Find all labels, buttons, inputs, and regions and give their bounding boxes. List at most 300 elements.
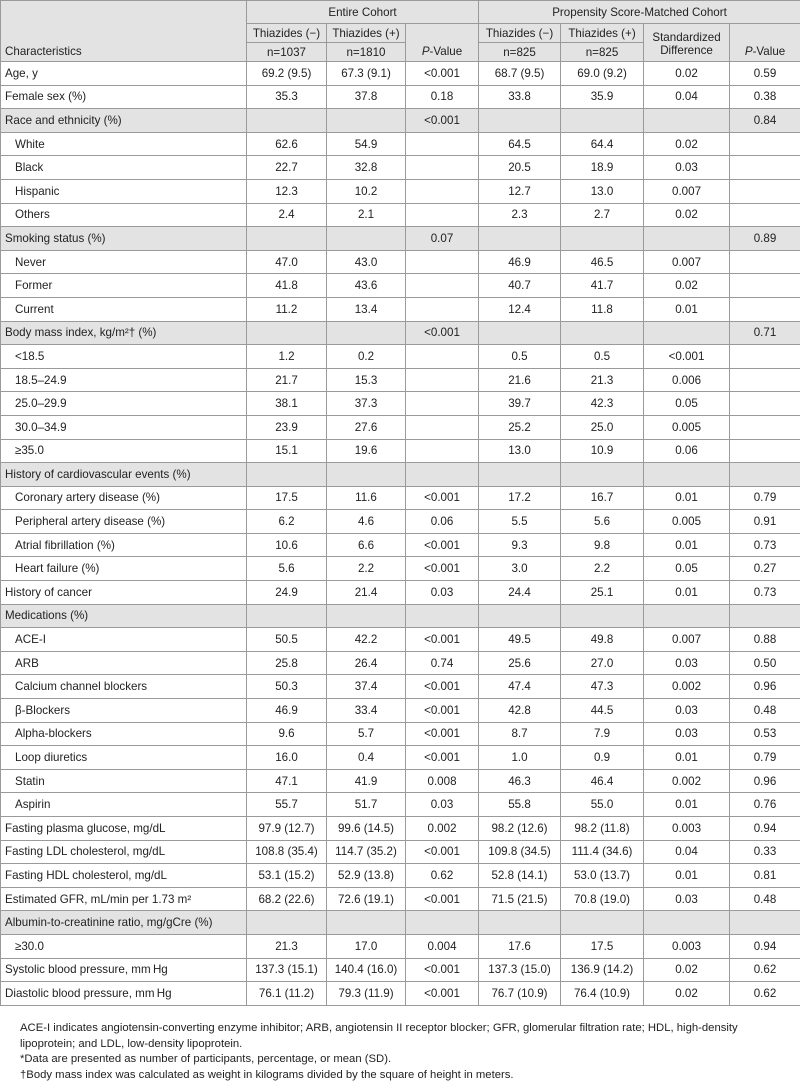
entire-p-value-cell: [406, 297, 479, 321]
matched-thiazides-pos-cell: 64.4: [561, 132, 644, 156]
row-label: Aspirin: [1, 793, 247, 817]
table-row: [1, 297, 800, 321]
entire-p-value-cell: <0.001: [406, 486, 479, 510]
table-row: [1, 817, 800, 841]
entire-thiazides-pos-cell: 32.8: [327, 156, 406, 180]
entire-thiazides-pos-cell: 52.9 (13.8): [327, 864, 406, 888]
matched-thiazides-pos-cell: 42.3: [561, 392, 644, 416]
entire-p-value-cell: [406, 274, 479, 298]
table-row: [1, 62, 800, 86]
matched-thiazides-pos-cell: 44.5: [561, 699, 644, 723]
row-label: History of cancer: [1, 581, 247, 605]
entire-thiazides-neg-cell: 10.6: [247, 533, 327, 557]
matched-p-value-cell: [730, 911, 800, 935]
matched-p-value-cell: [730, 439, 800, 463]
row-label: Never: [1, 250, 247, 274]
matched-thiazides-neg-cell: 55.8: [479, 793, 561, 817]
matched-thiazides-neg-cell: 1.0: [479, 746, 561, 770]
std-diff-cell: 0.02: [644, 203, 730, 227]
entire-p-value-cell: [406, 415, 479, 439]
matched-thiazides-pos-cell: 55.0: [561, 793, 644, 817]
std-diff-cell: 0.05: [644, 557, 730, 581]
row-label: Heart failure (%): [1, 557, 247, 581]
matched-thiazides-neg-cell: 17.6: [479, 934, 561, 958]
entire-thiazides-pos-cell: 37.4: [327, 675, 406, 699]
std-diff-cell: 0.06: [644, 439, 730, 463]
entire-p-value-cell: [406, 463, 479, 487]
table-row: [1, 769, 800, 793]
std-diff-cell: 0.04: [644, 85, 730, 109]
entire-thiazides-neg-cell: 22.7: [247, 156, 327, 180]
matched-p-value-cell: [730, 250, 800, 274]
table-row: [1, 651, 800, 675]
row-label: Medications (%): [1, 604, 247, 628]
entire-thiazides-pos-cell: 41.9: [327, 769, 406, 793]
entire-thiazides-pos-cell: 114.7 (35.2): [327, 840, 406, 864]
entire-thiazides-pos-cell: 26.4: [327, 651, 406, 675]
entire-p-value-cell: <0.001: [406, 958, 479, 982]
entire-thiazides-neg-cell: [247, 109, 327, 133]
entire-thiazides-neg-cell: 62.6: [247, 132, 327, 156]
entire-thiazides-pos-cell: 2.2: [327, 557, 406, 581]
row-label: Diastolic blood pressure, mm Hg: [1, 982, 247, 1006]
entire-thiazides-neg-cell: 1.2: [247, 345, 327, 369]
row-label: Loop diuretics: [1, 746, 247, 770]
entire-p-value-header: P-Value: [406, 24, 479, 62]
table-row: [1, 675, 800, 699]
entire-p-value-cell: 0.008: [406, 769, 479, 793]
entire-thiazides-neg-cell: 47.1: [247, 769, 327, 793]
entire-thiazides-pos-cell: 37.8: [327, 85, 406, 109]
entire-thiazides-neg-cell: 108.8 (35.4): [247, 840, 327, 864]
matched-p-value-cell: 0.91: [730, 510, 800, 534]
entire-thiazides-neg-cell: 50.5: [247, 628, 327, 652]
matched-thiazides-neg-cell: 25.2: [479, 415, 561, 439]
entire-thiazides-neg-cell: 25.8: [247, 651, 327, 675]
table-row: [1, 581, 800, 605]
entire-p-value-cell: <0.001: [406, 533, 479, 557]
table-row: [1, 392, 800, 416]
table-row: [1, 722, 800, 746]
matched-p-value-cell: [730, 297, 800, 321]
table-row: [1, 486, 800, 510]
row-label: White: [1, 132, 247, 156]
entire-thiazides-pos-cell: 11.6: [327, 486, 406, 510]
matched-p-value-cell: [730, 274, 800, 298]
entire-thiazides-neg-cell: [247, 227, 327, 251]
std-diff-cell: <0.001: [644, 345, 730, 369]
table-row: [1, 628, 800, 652]
matched-thiazides-neg-cell: 17.2: [479, 486, 561, 510]
matched-cohort-header: Propensity Score-Matched Cohort: [479, 1, 800, 24]
row-label: Estimated GFR, mL/min per 1.73 m²: [1, 887, 247, 911]
table-header: [1, 1, 800, 62]
std-diff-cell: 0.01: [644, 864, 730, 888]
matched-thiazides-pos-cell: 49.8: [561, 628, 644, 652]
matched-thiazides-neg-cell: 47.4: [479, 675, 561, 699]
table-row: [1, 746, 800, 770]
row-label: Peripheral artery disease (%): [1, 510, 247, 534]
matched-thiazides-pos-cell: 17.5: [561, 934, 644, 958]
matched-thiazides-neg-header: Thiazides (−): [479, 24, 561, 43]
entire-p-value-cell: <0.001: [406, 746, 479, 770]
std-diff-cell: 0.03: [644, 887, 730, 911]
section-row: [1, 604, 800, 628]
entire-thiazides-pos-cell: 5.7: [327, 722, 406, 746]
entire-thiazides-neg-cell: 35.3: [247, 85, 327, 109]
std-diff-cell: 0.003: [644, 934, 730, 958]
entire-p-value-cell: [406, 911, 479, 935]
entire-p-value-cell: [406, 439, 479, 463]
row-label: Smoking status (%): [1, 227, 247, 251]
matched-p-value-cell: 0.48: [730, 699, 800, 723]
row-label: Coronary artery disease (%): [1, 486, 247, 510]
matched-p-value-cell: 0.38: [730, 85, 800, 109]
table-row: [1, 274, 800, 298]
matched-thiazides-neg-cell: 46.9: [479, 250, 561, 274]
matched-p-value-cell: 0.62: [730, 958, 800, 982]
matched-thiazides-pos-cell: 5.6: [561, 510, 644, 534]
std-diff-header: Standardized Difference: [644, 24, 730, 62]
entire-p-value-cell: [406, 250, 479, 274]
entire-cohort-header: Entire Cohort: [247, 1, 479, 24]
row-label: Black: [1, 156, 247, 180]
entire-p-value-cell: <0.001: [406, 840, 479, 864]
std-diff-cell: [644, 321, 730, 345]
entire-thiazides-pos-cell: 15.3: [327, 368, 406, 392]
matched-thiazides-neg-cell: 24.4: [479, 581, 561, 605]
matched-thiazides-neg-cell: [479, 604, 561, 628]
matched-thiazides-pos-cell: 13.0: [561, 179, 644, 203]
matched-thiazides-neg-cell: 49.5: [479, 628, 561, 652]
matched-thiazides-pos-cell: 9.8: [561, 533, 644, 557]
entire-thiazides-pos-cell: [327, 109, 406, 133]
std-diff-cell: 0.006: [644, 368, 730, 392]
entire-thiazides-neg-header: Thiazides (−): [247, 24, 327, 43]
matched-p-value-cell: 0.48: [730, 887, 800, 911]
matched-p-value-cell: 0.96: [730, 675, 800, 699]
row-label: Atrial fibrillation (%): [1, 533, 247, 557]
std-diff-cell: 0.04: [644, 840, 730, 864]
matched-thiazides-neg-cell: 25.6: [479, 651, 561, 675]
entire-thiazides-pos-cell: [327, 463, 406, 487]
matched-p-value-cell: [730, 368, 800, 392]
entire-thiazides-pos-cell: 4.6: [327, 510, 406, 534]
entire-thiazides-neg-cell: 23.9: [247, 415, 327, 439]
entire-thiazides-neg-cell: 17.5: [247, 486, 327, 510]
matched-n-neg: n=825: [479, 43, 561, 62]
matched-thiazides-pos-cell: 2.2: [561, 557, 644, 581]
table-row: [1, 250, 800, 274]
row-label: ACE-I: [1, 628, 247, 652]
matched-thiazides-pos-cell: 25.0: [561, 415, 644, 439]
matched-thiazides-pos-cell: 0.9: [561, 746, 644, 770]
entire-p-value-cell: <0.001: [406, 722, 479, 746]
entire-p-value-cell: 0.18: [406, 85, 479, 109]
table-row: [1, 510, 800, 534]
row-label: 30.0–34.9: [1, 415, 247, 439]
matched-thiazides-pos-header: Thiazides (+): [561, 24, 644, 43]
matched-thiazides-neg-cell: 12.7: [479, 179, 561, 203]
section-row: [1, 911, 800, 935]
matched-thiazides-neg-cell: 33.8: [479, 85, 561, 109]
entire-p-value-cell: 0.74: [406, 651, 479, 675]
section-row: [1, 227, 800, 251]
entire-thiazides-neg-cell: 47.0: [247, 250, 327, 274]
entire-thiazides-pos-cell: 67.3 (9.1): [327, 62, 406, 86]
matched-thiazides-neg-cell: 71.5 (21.5): [479, 887, 561, 911]
matched-thiazides-pos-cell: 76.4 (10.9): [561, 982, 644, 1006]
entire-thiazides-pos-cell: 19.6: [327, 439, 406, 463]
matched-thiazides-pos-cell: 98.2 (11.8): [561, 817, 644, 841]
entire-thiazides-pos-cell: 21.4: [327, 581, 406, 605]
row-label: Alpha-blockers: [1, 722, 247, 746]
matched-thiazides-pos-cell: 11.8: [561, 297, 644, 321]
footnote-dagger: †Body mass index was calculated as weight in kilograms divided by the square of height in meters.: [20, 1068, 514, 1081]
matched-thiazides-neg-cell: 0.5: [479, 345, 561, 369]
row-label: Female sex (%): [1, 85, 247, 109]
table-row: [1, 156, 800, 180]
entire-p-value-cell: [406, 345, 479, 369]
matched-p-value-cell: [730, 132, 800, 156]
characteristics-header: Characteristics: [1, 1, 247, 62]
entire-thiazides-neg-cell: 55.7: [247, 793, 327, 817]
table-row: [1, 840, 800, 864]
std-diff-cell: 0.007: [644, 179, 730, 203]
entire-thiazides-pos-cell: 42.2: [327, 628, 406, 652]
entire-thiazides-neg-cell: 9.6: [247, 722, 327, 746]
table-row: [1, 439, 800, 463]
std-diff-cell: 0.02: [644, 132, 730, 156]
std-diff-cell: 0.03: [644, 651, 730, 675]
entire-p-value-cell: 0.004: [406, 934, 479, 958]
std-diff-cell: 0.03: [644, 699, 730, 723]
matched-thiazides-neg-cell: 52.8 (14.1): [479, 864, 561, 888]
matched-thiazides-pos-cell: 18.9: [561, 156, 644, 180]
matched-thiazides-pos-cell: 7.9: [561, 722, 644, 746]
entire-p-value-cell: <0.001: [406, 321, 479, 345]
table-row: [1, 132, 800, 156]
entire-thiazides-neg-cell: 5.6: [247, 557, 327, 581]
std-diff-cell: 0.05: [644, 392, 730, 416]
entire-thiazides-neg-cell: 97.9 (12.7): [247, 817, 327, 841]
table-row: [1, 982, 800, 1006]
std-diff-cell: 0.005: [644, 415, 730, 439]
std-diff-cell: [644, 463, 730, 487]
matched-thiazides-pos-cell: 16.7: [561, 486, 644, 510]
entire-thiazides-neg-cell: 38.1: [247, 392, 327, 416]
entire-p-value-cell: 0.07: [406, 227, 479, 251]
matched-thiazides-pos-cell: [561, 911, 644, 935]
matched-thiazides-pos-cell: 35.9: [561, 85, 644, 109]
section-row: [1, 321, 800, 345]
std-diff-cell: 0.03: [644, 156, 730, 180]
std-diff-cell: [644, 911, 730, 935]
table-row: [1, 557, 800, 581]
entire-p-value-cell: [406, 604, 479, 628]
entire-thiazides-neg-cell: 11.2: [247, 297, 327, 321]
entire-thiazides-neg-cell: 50.3: [247, 675, 327, 699]
entire-thiazides-pos-cell: 0.2: [327, 345, 406, 369]
matched-thiazides-neg-cell: 9.3: [479, 533, 561, 557]
matched-p-value-cell: 0.53: [730, 722, 800, 746]
matched-thiazides-neg-cell: 2.3: [479, 203, 561, 227]
matched-thiazides-neg-cell: 40.7: [479, 274, 561, 298]
std-diff-cell: 0.02: [644, 62, 730, 86]
entire-thiazides-neg-cell: 16.0: [247, 746, 327, 770]
table-row: [1, 864, 800, 888]
entire-p-value-cell: 0.03: [406, 793, 479, 817]
entire-thiazides-pos-cell: 37.3: [327, 392, 406, 416]
row-label: β-Blockers: [1, 699, 247, 723]
matched-thiazides-pos-cell: 2.7: [561, 203, 644, 227]
matched-thiazides-pos-cell: [561, 321, 644, 345]
matched-thiazides-pos-cell: 47.3: [561, 675, 644, 699]
matched-thiazides-pos-cell: 111.4 (34.6): [561, 840, 644, 864]
entire-thiazides-pos-cell: 79.3 (11.9): [327, 982, 406, 1006]
matched-thiazides-neg-cell: 5.5: [479, 510, 561, 534]
matched-thiazides-pos-cell: [561, 463, 644, 487]
row-label: Fasting plasma glucose, mg/dL: [1, 817, 247, 841]
matched-thiazides-neg-cell: 137.3 (15.0): [479, 958, 561, 982]
table-row: [1, 415, 800, 439]
matched-n-pos: n=825: [561, 43, 644, 62]
matched-p-value-cell: 0.62: [730, 982, 800, 1006]
std-diff-cell: 0.007: [644, 250, 730, 274]
matched-p-value-cell: 0.96: [730, 769, 800, 793]
matched-p-value-cell: [730, 156, 800, 180]
matched-p-value-cell: 0.73: [730, 533, 800, 557]
std-diff-cell: [644, 227, 730, 251]
matched-thiazides-pos-cell: 10.9: [561, 439, 644, 463]
std-diff-cell: 0.02: [644, 274, 730, 298]
matched-thiazides-pos-cell: 46.5: [561, 250, 644, 274]
matched-thiazides-pos-cell: 70.8 (19.0): [561, 887, 644, 911]
entire-thiazides-neg-cell: 76.1 (11.2): [247, 982, 327, 1006]
table-row: [1, 699, 800, 723]
section-row: [1, 109, 800, 133]
std-diff-cell: 0.02: [644, 982, 730, 1006]
matched-thiazides-neg-cell: [479, 109, 561, 133]
std-diff-cell: 0.02: [644, 958, 730, 982]
footnote-star: *Data are presented as number of participants, percentage, or mean (SD).: [20, 1053, 392, 1065]
entire-thiazides-pos-cell: 6.6: [327, 533, 406, 557]
matched-p-value-cell: [730, 604, 800, 628]
std-diff-cell: 0.002: [644, 675, 730, 699]
entire-p-value-cell: 0.06: [406, 510, 479, 534]
std-diff-cell: 0.003: [644, 817, 730, 841]
entire-thiazides-neg-cell: 69.2 (9.5): [247, 62, 327, 86]
row-label: Race and ethnicity (%): [1, 109, 247, 133]
row-label: 25.0–29.9: [1, 392, 247, 416]
matched-thiazides-pos-cell: 0.5: [561, 345, 644, 369]
entire-thiazides-neg-cell: 21.7: [247, 368, 327, 392]
matched-thiazides-neg-cell: [479, 911, 561, 935]
matched-p-value-cell: 0.33: [730, 840, 800, 864]
matched-thiazides-pos-cell: 69.0 (9.2): [561, 62, 644, 86]
matched-thiazides-neg-cell: 64.5: [479, 132, 561, 156]
std-diff-cell: 0.01: [644, 533, 730, 557]
entire-p-value-cell: <0.001: [406, 675, 479, 699]
row-label: Calcium channel blockers: [1, 675, 247, 699]
entire-thiazides-pos-cell: 27.6: [327, 415, 406, 439]
table-row: [1, 85, 800, 109]
matched-p-value-cell: 0.94: [730, 817, 800, 841]
matched-thiazides-neg-cell: [479, 463, 561, 487]
row-label: <18.5: [1, 345, 247, 369]
entire-thiazides-neg-cell: 68.2 (22.6): [247, 887, 327, 911]
std-diff-cell: 0.01: [644, 746, 730, 770]
entire-thiazides-pos-cell: 72.6 (19.1): [327, 887, 406, 911]
matched-thiazides-pos-cell: 53.0 (13.7): [561, 864, 644, 888]
matched-thiazides-neg-cell: 20.5: [479, 156, 561, 180]
entire-thiazides-pos-header: Thiazides (+): [327, 24, 406, 43]
section-row: [1, 463, 800, 487]
matched-thiazides-pos-cell: 25.1: [561, 581, 644, 605]
row-label: Hispanic: [1, 179, 247, 203]
entire-thiazides-pos-cell: 2.1: [327, 203, 406, 227]
entire-thiazides-neg-cell: 53.1 (15.2): [247, 864, 327, 888]
table-row: [1, 793, 800, 817]
matched-thiazides-neg-cell: 39.7: [479, 392, 561, 416]
row-label: 18.5–24.9: [1, 368, 247, 392]
entire-thiazides-neg-cell: [247, 321, 327, 345]
table-row: [1, 345, 800, 369]
matched-p-value-cell: [730, 345, 800, 369]
entire-n-pos: n=1810: [327, 43, 406, 62]
matched-thiazides-neg-cell: 21.6: [479, 368, 561, 392]
row-label: ≥35.0: [1, 439, 247, 463]
entire-thiazides-pos-cell: 0.4: [327, 746, 406, 770]
entire-p-value-cell: 0.002: [406, 817, 479, 841]
matched-thiazides-neg-cell: 76.7 (10.9): [479, 982, 561, 1006]
matched-p-value-cell: [730, 463, 800, 487]
std-diff-cell: 0.01: [644, 297, 730, 321]
table-row: [1, 934, 800, 958]
entire-p-value-cell: 0.03: [406, 581, 479, 605]
row-label: Albumin-to-creatinine ratio, mg/gCre (%): [1, 911, 247, 935]
matched-p-value-cell: 0.27: [730, 557, 800, 581]
matched-thiazides-neg-cell: 8.7: [479, 722, 561, 746]
std-diff-cell: [644, 604, 730, 628]
matched-thiazides-neg-cell: [479, 321, 561, 345]
row-label: ARB: [1, 651, 247, 675]
entire-thiazides-pos-cell: 43.0: [327, 250, 406, 274]
entire-thiazides-neg-cell: [247, 911, 327, 935]
entire-thiazides-neg-cell: 15.1: [247, 439, 327, 463]
entire-thiazides-neg-cell: 24.9: [247, 581, 327, 605]
matched-p-value-cell: 0.59: [730, 62, 800, 86]
row-label: Fasting LDL cholesterol, mg/dL: [1, 840, 247, 864]
std-diff-cell: 0.03: [644, 722, 730, 746]
footnote-abbreviations: ACE-I indicates angiotensin-converting enzyme inhibitor; ARB, angiotensin II receptor blocker; GFR, glomerular filtration rate; HDL, high-density lipoprotein; and LDL, low-density lipoprotein.: [20, 1022, 738, 1050]
entire-p-value-cell: [406, 368, 479, 392]
matched-thiazides-neg-cell: 42.8: [479, 699, 561, 723]
entire-p-value-cell: <0.001: [406, 628, 479, 652]
entire-thiazides-neg-cell: 6.2: [247, 510, 327, 534]
table-row: [1, 368, 800, 392]
matched-p-value-cell: [730, 179, 800, 203]
table-footnotes: [6, 1021, 796, 1083]
matched-thiazides-neg-cell: 98.2 (12.6): [479, 817, 561, 841]
std-diff-cell: 0.005: [644, 510, 730, 534]
entire-p-value-cell: [406, 156, 479, 180]
entire-p-value-cell: [406, 179, 479, 203]
entire-p-value-cell: [406, 392, 479, 416]
entire-p-value-cell: <0.001: [406, 109, 479, 133]
row-label: Body mass index, kg/m²† (%): [1, 321, 247, 345]
row-label: History of cardiovascular events (%): [1, 463, 247, 487]
